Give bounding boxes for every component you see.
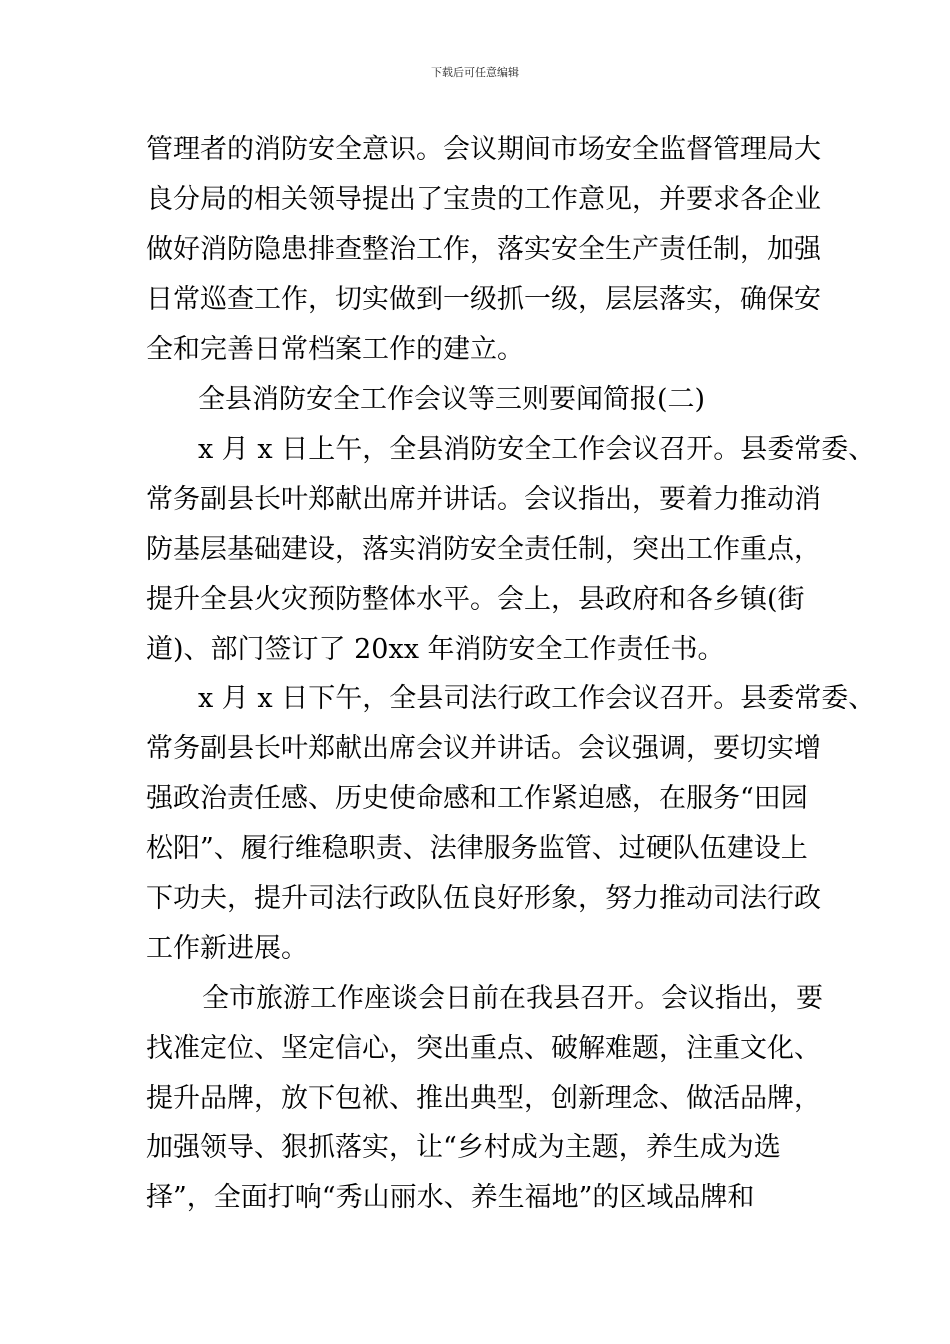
- text-line: 全市旅游工作座谈会日前在我县召开。会议指出，要: [202, 983, 823, 1014]
- text-line: 良分局的相关领导提出了宝贵的工作意见，并要求各企业: [146, 184, 821, 215]
- text-line: 全和完善日常档案工作的建立。: [146, 334, 524, 365]
- text-line: 松阳”、履行维稳职责、法律服务监管、过硬队伍建设上: [146, 833, 808, 864]
- text-line: 常务副县长叶郑献出席会议并讲话。会议强调，要切实增: [146, 733, 821, 764]
- text-line: 管理者的消防安全意识。会议期间市场安全监督管理局大: [146, 134, 821, 165]
- text-line: 找准定位、坚定信心，突出重点、破解难题，注重文化、: [146, 1033, 821, 1064]
- text-line: 日常巡查工作，切实做到一级抓一级，层层落实，确保安: [146, 284, 821, 315]
- section-heading: 全县消防安全工作会议等三则要闻简报(二): [198, 384, 706, 415]
- text-line: 提升全县火灾预防整体水平。会上，县政府和各乡镇(街: [146, 584, 805, 615]
- text-line: 提升品牌，放下包袱、推出典型，创新理念、做活品牌，: [146, 1083, 821, 1114]
- text-line: 防基层基础建设，落实消防安全责任制，突出工作重点，: [146, 534, 821, 565]
- text-line: 工作新进展。: [146, 933, 308, 964]
- text-line: x 月 x 日下午，全县司法行政工作会议召开。县委常委、: [198, 683, 876, 714]
- text-line: 常务副县长叶郑献出席并讲话。会议指出，要着力推动消: [146, 484, 821, 515]
- text-line: x 月 x 日上午，全县消防安全工作会议召开。县委常委、: [198, 434, 876, 465]
- text-line: 道)、部门签订了 20xx 年消防安全工作责任书。: [146, 634, 725, 665]
- text-line: 做好消防隐患排查整治工作，落实安全生产责任制，加强: [146, 234, 821, 265]
- page-header-note: 下载后可任意编辑: [431, 66, 519, 79]
- text-line: 加强领导、狠抓落实，让“乡村成为主题，养生成为选: [146, 1132, 781, 1163]
- text-line: 择”，全面打响“秀山丽水、养生福地”的区域品牌和: [146, 1182, 755, 1213]
- text-line: 下功夫，提升司法行政队伍良好形象，努力推动司法行政: [146, 883, 821, 914]
- text-line: 强政治责任感、历史使命感和工作紧迫感，在服务“田园: [146, 783, 808, 814]
